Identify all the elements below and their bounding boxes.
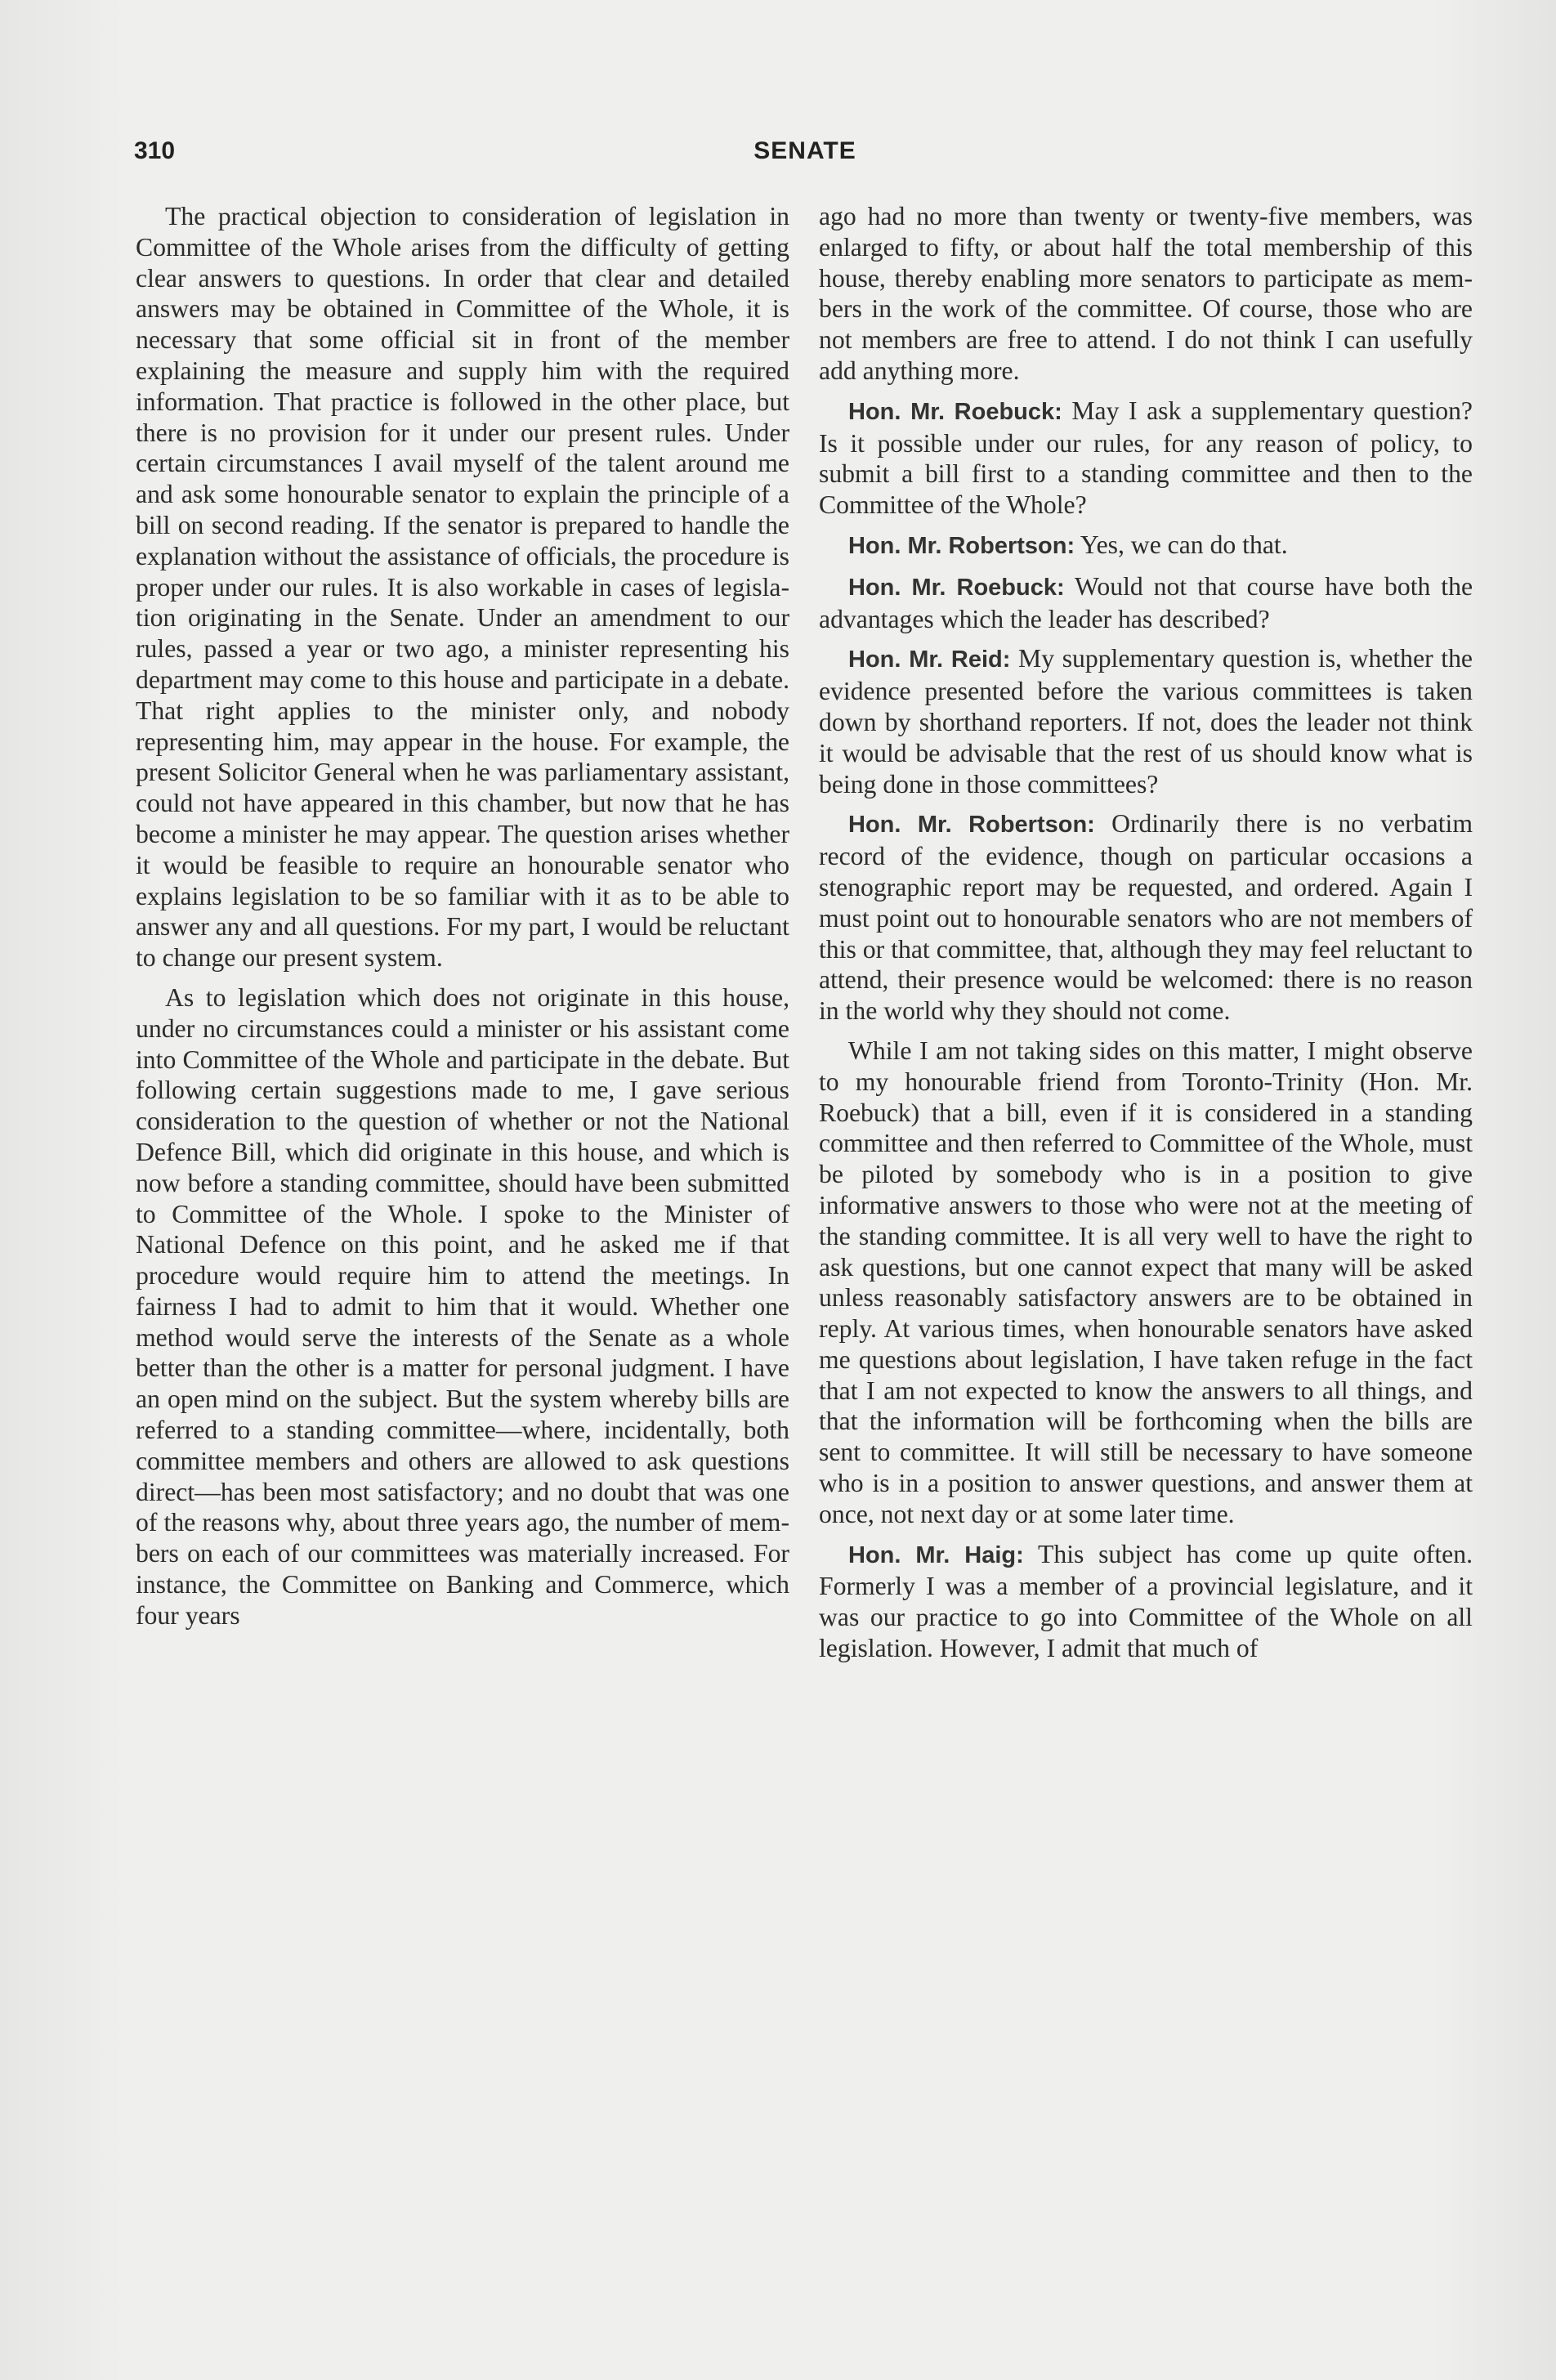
speaker-name: Hon. Mr. Robertson: [848,812,1095,839]
speech-text: Would not that course have both the advantages which the leader has described? [819,571,1473,633]
paragraph-text: While I am not taking sides on this matter, I might observe to my honourable friend from Toronto-Trinity (Hon. Mr. Roebuck) that a bill, even if it is considered in a standing committee and then referred to Committee of the Whole, must be piloted by somebody who is in a position to give informative answers to those who were not at the meeting of the standing committee. It is all very well to have the right to ask questions, but one cannot expect that many will be asked unless reasonably satisfactory answers are to be obtained in reply. At various times, when honourable senators have asked me questions about legislation, I have taken refuge in the fact that I am not expected to know the answers to all things, and that the information will be forthcoming when the bills are sent to committee. It will still be necessary to have someone who is in a position to answer questions, and answer them at once, not next day or at some later time. [819,1036,1473,1528]
speech [819,643,1473,799]
speech [819,396,1473,521]
paragraph-text: As to legislation which does not originate in this house, under no circumstances could a minister or his assistant come into Committee of the Whole and participate in the debate. But following certain suggestions made to me, I gave serious consideration to the question of whether or not the National Defence Bill, which did originate in this house, and which is now before a standing committee, should have been submitted to Committee of the Whole. I spoke to the Minister of National Defence on this point, and he asked me if that procedure would require him to attend the meetings. In fairness I had to admit to him that it would. Whether one method would serve the interests of the Senate as a whole better than the other is a matter for personal judgment. I have an open mind on the subject. But the system whereby bills are referred to a standing committee—where, incidentally, both committee members and others are allowed to ask questions direct—has been most satisfactory; and no doubt that was one of the reasons why, about three years ago, the number of members on each of our committees was materially increased. For instance, the Committee on Banking and Commerce, which four years [136,982,789,1630]
paragraph [136,982,789,1631]
speech-text: Ordinarily there is no verbatim record of the evidence, though on particular occasions a stenographic report may be requested, and ordered. Again I must point out to honourable senators who are not members of this or that committee, that, although they may feel reluctant to attend, their presence would be welcomed: there is no reason in the world why they should not come. [819,809,1473,1026]
speaker-name: Hon. Mr. Reid: [848,646,1011,673]
speech-text: May I ask a supplementary question? Is it possible under our rules, for any reason of policy, to submit a bill first to a standing committee and then to the Committee of the Whole? [819,396,1473,520]
paragraph-text: The practical objection to consideration of legislation in Committee of the Whole arises from the difficulty of getting clear answers to questions. In order that clear and detailed answers may be obtained in Committee of the Whole, it is necessary that some official sit in front of the member explaining the measure and supply him with the required information. That practice is followed in the other place, but there is no provision for it under our present rules. Under certain circumstances I avail myself of the talent around me and ask some honourable senator to explain the principle of a bill on second reading. If the senator is prepared to handle the explanation without the assistance of officials, the procedure is proper under our rules. It is also workable in cases of legislation originating in the Senate. Under an amendment to our rules, passed a year or two ago, a minister representing his department may come to this house and participate in a debate. That right applies to the minister only, and nobody representing him, may appear in the house. For example, the present Solicitor General when he was parliamentary assistant, could not have appeared in this chamber, but now that he has become a minister he may appear. The question arises whether it would be feasible to require an honourable senator who explains legislation to be so familiar with it as to be able to answer any and all questions. For my part, I would be reluctant to change our present system. [136,202,789,973]
speaker-name: Hon. Mr. Roebuck: [848,398,1062,425]
page-header [131,137,1479,170]
speaker-name: Hon. Mr. Haig: [848,1541,1024,1568]
paragraph [136,201,789,973]
speech [819,571,1473,635]
speech [819,1539,1473,1664]
left-column [136,201,789,1631]
paragraph [819,1036,1473,1530]
speech [819,530,1473,562]
speaker-name: Hon. Mr. Roebuck: [848,574,1065,601]
speaker-name: Hon. Mr. Robertson: [848,532,1075,559]
running-head: SENATE [753,137,856,164]
speech-text: This subject has come up quite often. Formerly I was a member of a provincial legislature, and it was our practice to go into Committee of the Whole on all legislation. However, I admit that much of [819,1539,1473,1663]
speech [819,808,1473,1027]
speech-text: My supplementary question is, whether the evidence presented before the various committees is taken down by shorthand reporters. If not, does the leader not think it would be advisable that the rest of us should know what is being done in those committees? [819,644,1473,799]
paragraph [819,201,1473,387]
paragraph-text: ago had no more than twenty or twenty-five members, was enlarged to fifty, or about half the total membership of this house, thereby enabling more senators to participate as members in the work of the committee. Of course, those who are not members are free to attend. I do not think I can usefully add anything more. [819,202,1473,385]
page-number: 310 [134,137,176,164]
right-column [819,201,1473,1664]
speech-text: Yes, we can do that. [1080,530,1288,559]
